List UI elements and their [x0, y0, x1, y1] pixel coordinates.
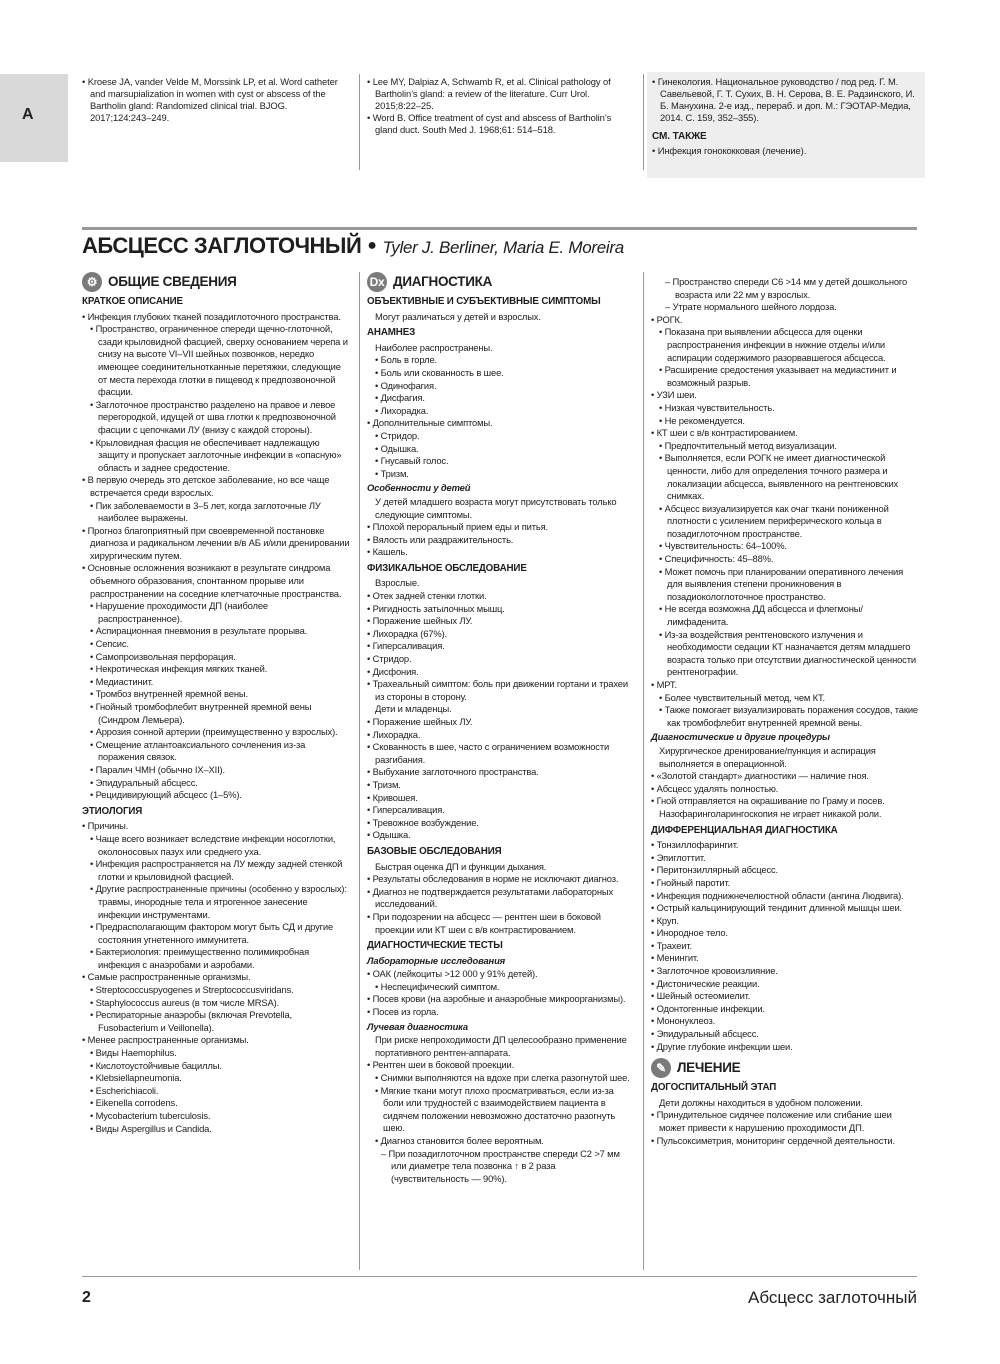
sub-bullet-item: • Инфекция распространяется на ЛУ между задней стенкой глотки и крыловидной фасцией. [82, 858, 350, 883]
paragraph: Быстрая оценка ДП и функции дыхания. [375, 860, 547, 872]
article-title: АБСЦЕСС ЗАГЛОТОЧНЫЙ [82, 233, 362, 258]
running-title: Абсцесс заглоточный [747, 1288, 917, 1307]
sub-bullet-item: • Заглоточное пространство разделено на правое и левое перегородкой, идущей от шва глотки к предпозвоночной фасции с цепочками ЛУ (внизу с каждой стороны). [82, 399, 350, 437]
section-letter: А [22, 106, 34, 123]
paragraph: Хирургическое дренирование/пункция и аспирация выполняется в операционной. [659, 744, 876, 769]
sub-bullet-item: • Предрасполагающим фактором могут быть СД и другие состояния угнетенного иммунитета. [82, 921, 350, 946]
text-column-1 [82, 272, 350, 1135]
sub-bullet-item: • Расширение средостения указывает на медиастинит и возможный разрыв. [651, 364, 919, 389]
footer-rule [82, 1276, 917, 1277]
paragraph: Дети должны находиться в удобном положении. [659, 1096, 863, 1108]
sub-bullet-item: • Нарушение проходимости ДП (наиболее распространенное). [82, 600, 350, 625]
bullet-item: • Самые распространенные организмы. [82, 971, 350, 984]
sub-bullet-item: • Медиастинит. [82, 676, 350, 689]
bullet-item: • Отек задней стенки глотки. [367, 590, 635, 603]
sub-bullet-item: • Самопроизвольная перфорация. [82, 651, 350, 664]
sub-bullet-item: • Выполняется, если РОГК не имеет диагностической ценности, либо для определения точного размера и локализации абсцесса, выявленного на рентгеновских снимках. [651, 452, 919, 502]
sub-bullet-item: • Mycobacterium tuberculosis. [82, 1110, 350, 1123]
sub-bullet-item: • Виды Haemophilus. [82, 1047, 350, 1060]
sub-bullet-item: • Гнусавый голос. [367, 455, 635, 468]
bullet-item: • Менее распространенные организмы. [82, 1034, 350, 1047]
bullet-item: • Инфекция глубоких тканей позадиглоточного пространства. [82, 311, 350, 324]
sub-bullet-item: • Тризм. [367, 468, 635, 481]
bullet-item: • Эпидуральный абсцесс. [651, 1028, 919, 1041]
section-heading-text: ОБЩИЕ СВЕДЕНИЯ [108, 273, 237, 289]
bullet-item: • Гной отправляется на окрашивание по Граму и посев. [651, 795, 919, 808]
sub-bullet-item: • Низкая чувствительность. [651, 402, 919, 415]
sub-bullet-item: • Может помочь при планировании оперативного лечения для выявления степени проникновения в позадиокологлоточное пространство. [651, 566, 919, 604]
paragraph: Взрослые. [375, 577, 420, 589]
sub-bullet-item: • Также помогает визуализировать поражения сосудов, такие как тромбофлебит внутренней яремной вены. [651, 704, 919, 729]
sub-bullet-item: • Staphylococcus aureus (в том числе MRSA). [82, 997, 350, 1010]
paragraph: При риске непроходимости ДП целесообразно применение портативного рентген-аппарата. [375, 1034, 627, 1058]
bullet-item: • Прогноз благоприятный при своевременной постановке диагноза и радикальном лечении в/в АБ и/или дренировании хирургическим путем. [82, 525, 350, 563]
italic-subheading: Особенности у детей [367, 482, 471, 494]
text-column-3 [651, 276, 919, 1147]
bullet-item: • Острый кальцинирующий тендинит длинной мышцы шеи. [651, 902, 919, 915]
title-bullet: ● [367, 237, 377, 254]
bullet-item: • Тризм. [367, 779, 635, 792]
section-heading [82, 272, 350, 292]
bullet-item: • Шейный остеомиелит. [651, 990, 919, 1003]
sub-bullet-item: • Чувствительность: 64–100%. [651, 540, 919, 553]
sub-bullet-item: • Снимки выполняются на вдохе при слегка разогнутой шее. [367, 1072, 635, 1085]
bullet-item: • Одонтогенные инфекции. [651, 1003, 919, 1016]
sub-bullet-item: • Виды Aspergillus и Candida. [82, 1123, 350, 1136]
sub-bullet-item: • Респираторные анаэробы (включая Prevotella, Fusobacterium и Veillonella). [82, 1009, 350, 1034]
bullet-item: • В первую очередь это детское заболевание, но все чаще встречается среди взрослых. [82, 474, 350, 499]
bullet-item: • ОАК (лейкоциты >12 000 у 91% детей). [367, 968, 635, 981]
see-also-heading: СМ. ТАКЖЕ [652, 131, 707, 142]
bullet-item: • Ригидность затылочных мышц. [367, 603, 635, 616]
dash-item: – Пространство спереди С6 >14 мм у детей дошкольного возраста или 22 мм у взрослых. [651, 276, 919, 301]
sub-bullet-item: • Более чувствительный метод, чем КТ. [651, 692, 919, 705]
bullet-item: • КТ шеи с в/в контрастированием. [651, 427, 919, 440]
section-subheading: БАЗОВЫЕ ОБСЛЕДОВАНИЯ [367, 845, 502, 857]
bullet-item: • Кашель. [367, 546, 635, 559]
sub-bullet-item: • Не рекомендуется. [651, 415, 919, 428]
sub-bullet-item: • Одинофагия. [367, 380, 635, 393]
sub-bullet-item: • Показана при выявлении абсцесса для оценки распространения инфекции в нижние отделы и/или аспирации содержимого разорвавшегося абсцесса. [651, 326, 919, 364]
bullet-item: • Дисфония. [367, 666, 635, 679]
bullet-item: • Плохой пероральный прием еды и питья. [367, 521, 635, 534]
section-subheading: ДИАГНОСТИЧЕСКИЕ ТЕСТЫ [367, 940, 503, 952]
section-heading-text: ДИАГНОСТИКА [393, 273, 493, 289]
paragraph: Могут различаться у детей и взрослых. [375, 310, 541, 322]
bullet-item: • Эпиглоттит. [651, 852, 919, 865]
paragraph: Наиболее распространены. [375, 341, 493, 353]
sub-bullet-item: • Мягкие ткани могут плохо просматриваться, если из-за боли или трудностей с взаимодействием пациента в сидячем положении невозможно достаточно разогнуть шею. [367, 1085, 635, 1135]
sub-bullet-item: • Одышка. [367, 443, 635, 456]
italic-subheading: Лучевая диагностика [367, 1020, 468, 1032]
sub-bullet-item: • Дисфагия. [367, 392, 635, 405]
section-subheading: ФИЗИКАЛЬНОЕ ОБСЛЕДОВАНИЕ [367, 562, 527, 574]
sub-bullet-item: • Escherichiacoli. [82, 1085, 350, 1098]
reference-item: • Word B. Office treatment of cyst and abscess of Bartholin’s gland duct. South Med J. 1968;61: 514–518. [367, 112, 635, 136]
bullet-item: • Дистонические реакции. [651, 978, 919, 991]
references-column-2 [367, 76, 635, 136]
sub-bullet-item: • Предпочтительный метод визуализации. [651, 440, 919, 453]
bullet-item: • УЗИ шеи. [651, 389, 919, 402]
bullet-item: • Диагноз не подтверждается результатами лабораторных исследований. [367, 886, 635, 911]
bullet-item: • Абсцесс удалять полностью. [651, 783, 919, 796]
reference-item: • Гинекология. Национальное руководство / под ред. Г. М. Савельевой, Г. Т. Сухих, В. Н. Серова, В. Е. Радзинского, И. Б. Манухина. 2-е изд., перераб. и доп. М.: ГЭОТАР-Медиа, 2014. С. 159, 352–355). [652, 76, 920, 124]
references-column-3 [652, 76, 920, 157]
sub-bullet-item: • Лихорадка. [367, 405, 635, 418]
section-subheading: ОБЪЕКТИВНЫЕ И СУБЪЕКТИВНЫЕ СИМПТОМЫ [367, 296, 601, 307]
text-column-2 [367, 272, 635, 1185]
sub-bullet-item: • Рецидивирующий абсцесс (1–5%). [82, 789, 350, 802]
bullet-item: • Тонзиллофарингит. [651, 839, 919, 852]
bullet-item: • Поражение шейных ЛУ. [367, 615, 635, 628]
bullet-item: • Заглоточное кровоизлияние. [651, 965, 919, 978]
section-heading [367, 272, 635, 292]
bullet-item: • Вялость или раздражительность. [367, 534, 635, 547]
bullet-item: • Трахеальный симптом: боль при движении гортани и трахеи из стороны в сторону. [367, 678, 635, 703]
page-number: 2 [82, 1289, 91, 1306]
title-rule [82, 227, 917, 230]
sub-bullet-item: • Тромбоз внутренней яремной вены. [82, 688, 350, 701]
sub-bullet-item: • Специфичность: 45–88%. [651, 553, 919, 566]
section-heading [651, 1058, 919, 1078]
bullet-item: • Выбухание заглоточного пространства. [367, 766, 635, 779]
bullet-item: • Гнойный паротит. [651, 877, 919, 890]
sub-bullet-item: • Кислотоустойчивые бациллы. [82, 1060, 350, 1073]
sub-bullet-item: • Диагноз становится более вероятным. [367, 1135, 635, 1148]
sub-bullet-item: • Eikenella corrodens. [82, 1097, 350, 1110]
sub-bullet-item: • Гнойный тромбофлебит внутренней яремной вены (Синдром Лемьера). [82, 701, 350, 726]
dash-item: – При позадиглоточном пространстве спереди С2 >7 мм или диаметре тела позвонка ↑ в 2 раза (чувствительность — 90%). [367, 1148, 635, 1186]
bullet-item: • Причины. [82, 820, 350, 833]
column-divider [359, 272, 360, 1270]
bullet-item: • Другие глубокие инфекции шеи. [651, 1041, 919, 1054]
reference-item: • Lee MY, Dalpiaz A, Schwamb R, et al. Clinical pathology of Bartholin’s gland: a review of the literature. Curr Urol. 2015;8:22–25. [367, 76, 635, 112]
sub-bullet-item: • Абсцесс визуализируется как очаг ткани пониженной плотности с усилением периферического кольца в позадиглоточном пространстве. [651, 503, 919, 541]
bullet-item: • «Золотой стандарт» диагностики — наличие гноя. [651, 770, 919, 783]
sub-bullet-item: • Из-за воздействия рентгеновского излучения и необходимости седации КТ назначается детям младшего возраста только при отсутствии диагностической ценности рентгенографии. [651, 629, 919, 679]
bullet-item: • Принудительное сидячее положение или сгибание шеи может привести к нарушению проходимости ДП. [651, 1109, 919, 1134]
bullet-item: • Рентген шеи в боковой проекции. [367, 1059, 635, 1072]
reference-item: • Kroese JA, vander Velde M, Morssink LP, et al. Word catheter and marsupialization in women with cyst or abscess of the Bartholin gland: Randomized clinical trial. BJOG. 2017;124:243–249. [82, 76, 350, 124]
sub-bullet-item: • Streptococcuspyogenes и Streptococcusviridans. [82, 984, 350, 997]
column-divider [643, 272, 644, 1270]
section-subheading: ДИФФЕРЕНЦИАЛЬНАЯ ДИАГНОСТИКА [651, 824, 838, 836]
bullet-item: • При подозрении на абсцесс — рентген шеи в боковой проекции или КТ шеи с в/в контрастированием. [367, 911, 635, 936]
bullet-item: • Лихорадка. [367, 729, 635, 742]
bullet-item: • Гиперсаливация. [367, 804, 635, 817]
italic-subheading: Диагностические и другие процедуры [651, 731, 830, 743]
sub-bullet-item: • Стридор. [367, 430, 635, 443]
italic-subheading: Лабораторные исследования [367, 954, 506, 966]
bullet-item: • Инородное тело. [651, 927, 919, 940]
sub-bullet-item: • Боль или скованность в шее. [367, 367, 635, 380]
bullet-item: • Менингит. [651, 952, 919, 965]
article-authors: Tyler J. Berliner, Maria E. Moreira [382, 238, 624, 257]
section-subheading: КРАТКОЕ ОПИСАНИЕ [82, 296, 183, 307]
bullet-item: • Результаты обследования в норме не исключают диагноз. [367, 873, 635, 886]
sub-bullet-item: • Эпидуральный абсцесс. [82, 777, 350, 790]
section-icon: Dx [367, 272, 387, 292]
paragraph: Назофаринголарингоскопия не играет никакой роли. [659, 807, 882, 819]
bullet-item: • Тревожное возбуждение. [367, 817, 635, 830]
bullet-item: • Дополнительные симптомы. [367, 417, 635, 430]
section-icon: ✎ [651, 1058, 671, 1078]
dash-item: – Утрате нормального шейного лордоза. [651, 301, 919, 314]
bullet-item: • Поражение шейных ЛУ. [367, 716, 635, 729]
sub-bullet-item: • Другие распространенные причины (особенно у взрослых): травмы, инородные тела и ятрогенное занесение инфекции инструментами. [82, 883, 350, 921]
sub-bullet-item: • Пространство, ограниченное спереди щечно-глоточной, сзади крыловидной фасцией, сверху основанием черепа и снизу на высоте VI–VII шейных позвонков, нередко имеющее соединительнотканные перетяжки, следующие от места перехода глотки в пищевод к предпозвоночной фасции. [82, 323, 350, 399]
sub-bullet-item: • Неспецифический симптом. [367, 981, 635, 994]
bullet-item: • Скованность в шее, часто с ограничением возможности разгибания. [367, 741, 635, 766]
bullet-item: • Пульсоксиметрия, мониторинг сердечной деятельности. [651, 1135, 919, 1148]
bullet-item: • Стридор. [367, 653, 635, 666]
see-also-item: • Инфекция гонококковая (лечение). [652, 145, 920, 157]
bullet-item: • Гиперсаливация. [367, 640, 635, 653]
bullet-item: • Мононуклеоз. [651, 1015, 919, 1028]
bullet-item: • Кривошея. [367, 792, 635, 805]
sub-bullet-item: • Сепсис. [82, 638, 350, 651]
paragraph: У детей младшего возраста могут присутствовать только следующие симптомы. [375, 495, 617, 520]
sub-bullet-item: • Некротическая инфекция мягких тканей. [82, 663, 350, 676]
bullet-item: • Инфекция поднижнечелюстной области (ангина Людвига). [651, 890, 919, 903]
section-subheading: ЭТИОЛОГИЯ [82, 805, 143, 817]
references-column-1 [82, 76, 350, 124]
bullet-item: • РОГК. [651, 314, 919, 327]
sub-bullet-item: • Аспирационная пневмония в результате прорыва. [82, 625, 350, 638]
section-subheading: АНАМНЕЗ [367, 327, 416, 339]
section-icon: ⚙ [82, 272, 102, 292]
sub-bullet-item: • Аррозия сонной артерии (преимущественно у взрослых). [82, 726, 350, 739]
sub-bullet-item: • Паралич ЧМН (обычно IX–XII). [82, 764, 350, 777]
sub-bullet-item: • Чаще всего возникает вследствие инфекции носоглотки, околоносовых пазух или среднего уха. [82, 833, 350, 858]
sub-bullet-item: • Пик заболеваемости в 3–5 лет, когда заглоточные ЛУ наиболее выражены. [82, 500, 350, 525]
section-heading-text: ЛЕЧЕНИЕ [677, 1059, 741, 1075]
sub-bullet-item: • Klebsiellapneumonia. [82, 1072, 350, 1085]
bullet-item: • Основные осложнения возникают в результате синдрома объемного образования, спонтанном прорыве или распространении на соседние клетчаточные пространства. [82, 562, 350, 600]
section-subheading: ДОГОСПИТАЛЬНЫЙ ЭТАП [651, 1082, 777, 1094]
sub-bullet-item: • Не всегда возможна ДД абсцесса и флегмоны/лимфаденита. [651, 603, 919, 628]
article-title-line [82, 233, 624, 259]
sub-bullet-item: • Смещение атлантоаксиального сочленения из-за поражения связок. [82, 739, 350, 764]
bullet-item: • Круп. [651, 915, 919, 928]
section-letter-tab [0, 74, 68, 162]
sub-bullet-item: • Боль в горле. [367, 354, 635, 367]
column-divider [359, 74, 360, 170]
bullet-item: • Посев крови (на аэробные и анаэробные микроорганизмы). [367, 993, 635, 1006]
paragraph: Дети и младенцы. [375, 703, 452, 715]
bullet-item: • Одышка. [367, 829, 635, 842]
column-divider [643, 74, 644, 170]
bullet-item: • Перитонзиллярный абсцесс. [651, 864, 919, 877]
bullet-item: • Посев из горла. [367, 1006, 635, 1019]
sub-bullet-item: • Крыловидная фасция не обеспечивает надлежащую защиту и пропускает заглоточные инфекции в «опасную» область и заднее средостение. [82, 437, 350, 475]
bullet-item: • МРТ. [651, 679, 919, 692]
sub-bullet-item: • Бактериология: преимущественно полимикробная инфекция с анаэробами и аэробами. [82, 946, 350, 971]
bullet-item: • Лихорадка (67%). [367, 628, 635, 641]
bullet-item: • Трахеит. [651, 940, 919, 953]
